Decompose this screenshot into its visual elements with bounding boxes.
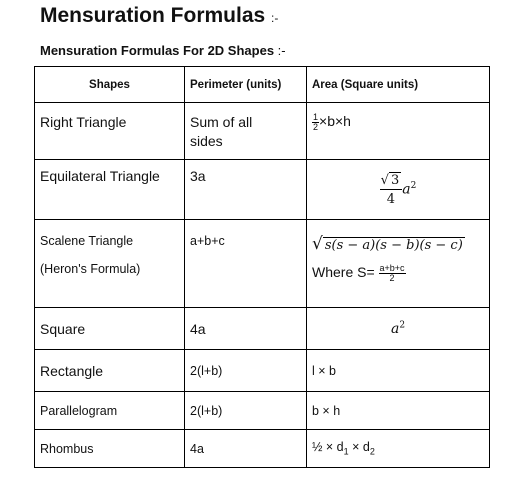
area-cell: l × b	[307, 350, 490, 392]
table-row	[35, 430, 490, 468]
fraction-numerator: a+b+c	[379, 263, 405, 273]
perimeter-cell: 4a	[185, 430, 307, 468]
area-variable: a	[390, 321, 400, 337]
sqrt-icon: √	[380, 172, 389, 188]
area-cell	[307, 220, 490, 308]
perimeter-cell: a+b+c	[185, 220, 307, 308]
where-fraction	[379, 264, 406, 283]
table-row	[35, 350, 490, 392]
perimeter-cell: 2(l+b)	[185, 350, 307, 392]
fraction-numerator	[380, 174, 403, 190]
shape-cell	[35, 220, 185, 308]
fraction-numerator: 1	[313, 112, 319, 122]
area-cell: b × h	[307, 392, 490, 430]
perimeter-cell: 4a	[185, 308, 307, 350]
shape-line: Scalene Triangle	[40, 234, 134, 248]
area-subscript: 1	[343, 446, 349, 457]
section-subtitle	[40, 43, 286, 58]
shape-cell: Equilateral Triangle	[35, 160, 185, 220]
header-area: Area (Square units)	[307, 67, 490, 103]
formulas-table	[34, 66, 490, 468]
table-row	[35, 160, 490, 220]
area-fraction	[380, 174, 403, 206]
perimeter-line: sides	[190, 133, 223, 149]
sqrt-icon: √	[312, 234, 323, 254]
area-cell	[307, 103, 490, 160]
area-subscript: 2	[369, 446, 375, 457]
radicand: s(s − a)(s − b)(s − c)	[324, 238, 463, 253]
shape-cell: Square	[35, 308, 185, 350]
shape-cell: Parallelogram	[35, 392, 185, 430]
header-shapes: Shapes	[35, 67, 185, 103]
area-part: × d	[348, 440, 370, 455]
table-header-row	[35, 67, 490, 103]
where-clause	[312, 264, 489, 283]
shape-cell: Right Triangle	[35, 103, 185, 160]
perimeter-cell: 2(l+b)	[185, 392, 307, 430]
page-title	[40, 4, 278, 28]
area-part: ½ × d	[312, 440, 344, 455]
area-formula: ×b×h	[319, 113, 351, 130]
table-row	[35, 308, 490, 350]
perimeter-cell	[185, 103, 307, 160]
shape-cell: Rectangle	[35, 350, 185, 392]
header-perimeter: Perimeter (units)	[185, 67, 307, 103]
title-text: Mensuration Formulas	[40, 4, 266, 27]
radicand: 3	[390, 172, 400, 188]
where-label: Where S=	[312, 264, 375, 281]
fraction-denominator: 2	[389, 273, 395, 283]
table-row	[35, 392, 490, 430]
table-row	[35, 220, 490, 308]
title-suffix: :-	[271, 11, 279, 25]
area-variable: a	[402, 181, 411, 198]
subtitle-suffix: :-	[277, 43, 286, 58]
table-row	[35, 103, 490, 160]
shape-cell: Rhombus	[35, 430, 185, 468]
perimeter-cell: 3a	[185, 160, 307, 220]
subtitle-text: Mensuration Formulas For 2D Shapes	[40, 43, 275, 58]
area-fraction	[312, 113, 319, 132]
perimeter-line: Sum of all	[190, 114, 253, 130]
fraction-denominator: 4	[386, 191, 396, 207]
shape-line: (Heron's Formula)	[40, 262, 141, 276]
area-exponent: 2	[399, 320, 406, 331]
heron-formula	[312, 234, 489, 254]
area-cell	[307, 430, 490, 468]
area-cell	[307, 160, 490, 220]
area-exponent: 2	[410, 180, 417, 191]
area-cell	[307, 308, 490, 350]
fraction-denominator: 2	[313, 122, 319, 132]
